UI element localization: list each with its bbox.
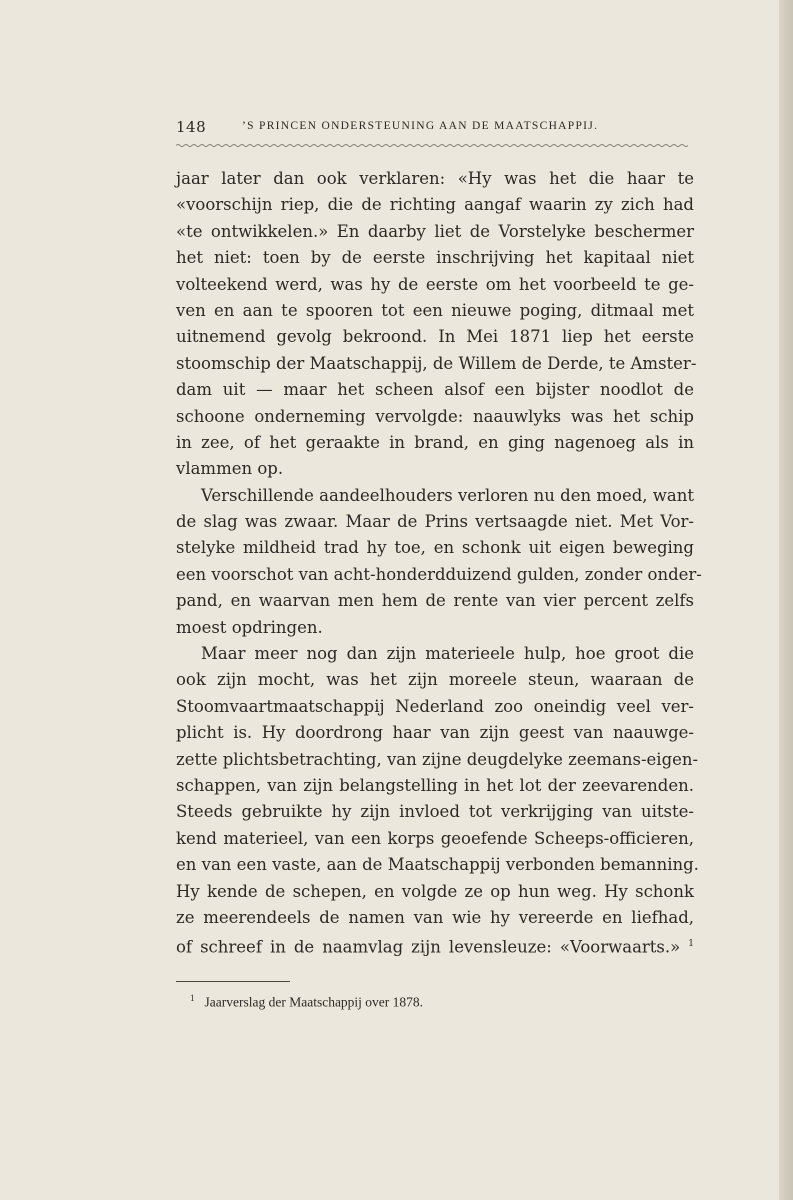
text-line: stoomschip der Maatschappij, de Willem de Derde, te Amster- <box>176 353 697 373</box>
text-line: en van een vaste, aan de Maatschappij verbonden bemanning. <box>176 855 699 875</box>
footnote-reference: 1 <box>688 939 694 950</box>
text-line: vlammen op. <box>176 459 284 479</box>
footnote <box>190 993 423 1011</box>
text-line: zette plichtsbetrachting, van zijne deugdelyke zeemans-eigen- <box>176 749 699 769</box>
footnote-marker: 1 <box>190 993 195 1003</box>
text-line: ven en aan te spooren tot een nieuwe poging, ditmaal met <box>176 300 694 320</box>
paragraph-start-line: Maar meer nog dan zijn materieele hulp, hoe groot die <box>201 644 694 664</box>
text-line: Stoomvaartmaatschappij Nederland zoo oneindig veel ver- <box>176 696 694 716</box>
page-number: 148 <box>176 118 207 136</box>
header-rule <box>176 143 690 148</box>
text-line: moest opdringen. <box>176 617 323 637</box>
text-line: de slag was zwaar. Maar de Prins vertsaagde niet. Met Vor- <box>176 512 694 532</box>
text-line: schoone onderneming vervolgde: naauwlyks was het schip <box>176 406 694 426</box>
text-line: pand, en waarvan men hem de rente van vier percent zelfs <box>176 591 694 611</box>
text-line: schappen, van zijn belangstelling in het lot der zeevarenden. <box>176 775 694 795</box>
text-line: stelyke mildheid trad hy toe, en schonk uit eigen beweging <box>176 538 694 558</box>
text-line: «te ontwikkelen.» En daarby liet de Vorstelyke beschermer <box>176 221 694 241</box>
text-line: plicht is. Hy doordrong haar van zijn geest van naauwge- <box>176 723 694 743</box>
footnote-text: Jaarverslag der Maatschappij over 1878. <box>204 994 424 1010</box>
text-line: dam uit — maar het scheen alsof een bijster noodlot de <box>176 380 694 400</box>
running-header <box>176 118 696 142</box>
text-line: jaar later dan ook verklaren: «Hy was het die haar te <box>176 169 694 188</box>
text-line-content: of schreef in de naamvlag zijn levensleuze: «Voorwaarts.» <box>176 937 681 957</box>
page-edge <box>779 0 793 1200</box>
text-line: «voorschijn riep, die de richting aangaf waarin zy zich had <box>176 195 694 215</box>
text-line: Hy kende de schepen, en volgde ze op hun weg. Hy schonk <box>176 881 694 901</box>
text-line: in zee, of het geraakte in brand, en ging nagenoeg als in <box>176 432 694 452</box>
text-line: uitnemend gevolg bekroond. In Mei 1871 liep het eerste <box>176 327 694 347</box>
text-line: kend materieel, van een korps geoefende Scheeps-officieren, <box>176 828 694 848</box>
text-line: een voorschot van acht-honderdduizend gulden, zonder onder- <box>176 564 702 584</box>
text-line: ze meerendeels de namen van wie hy vereerde en liefhad, <box>176 907 694 927</box>
text-line: het niet: toen by de eerste inschrijving het kapitaal niet <box>176 248 694 268</box>
footnote-rule <box>176 981 290 982</box>
body-text <box>176 166 702 958</box>
text-line <box>176 931 694 957</box>
text-line: volteekend werd, was hy de eerste om het voorbeeld te ge- <box>176 274 694 294</box>
paragraph-start-line: Verschillende aandeelhouders verloren nu den moed, want <box>201 485 694 505</box>
text-line: Steeds gebruikte hy zijn invloed tot verkrijging van uitste- <box>176 802 694 822</box>
text-line: ook zijn mocht, was het zijn moreele steun, waaraan de <box>176 670 694 690</box>
running-title: ’S PRINCEN ONDERSTEUNING AAN DE MAATSCHAPPIJ. <box>242 120 599 132</box>
